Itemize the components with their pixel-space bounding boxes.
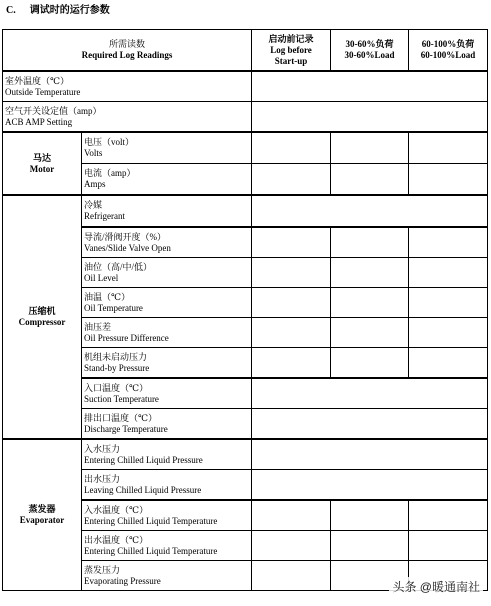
value-cell-before-startup[interactable] — [252, 561, 331, 591]
value-cell-merged[interactable] — [252, 378, 488, 409]
value-cell-60-100[interactable] — [409, 164, 488, 196]
value-cell-30-60[interactable] — [331, 132, 409, 164]
value-cell-before-startup[interactable] — [252, 348, 331, 379]
value-cell-30-60[interactable] — [331, 227, 409, 258]
row-label-entering-chilled-pressure: 入水压力 Entering Chilled Liquid Pressure — [82, 439, 252, 470]
table-row — [3, 71, 488, 102]
table-row — [3, 102, 488, 133]
value-cell-60-100[interactable] — [409, 258, 488, 288]
section-title — [6, 1, 110, 16]
row-label-acb-amp-setting: 空气开关设定值（amp） ACB AMP Setting — [3, 102, 252, 133]
value-cell-30-60[interactable] — [331, 258, 409, 288]
group-compressor: 压缩机 Compressor — [3, 195, 82, 439]
row-label-oil-pressure-difference: 油压差 Oil Pressure Difference — [82, 318, 252, 348]
header-log-before-startup: 启动前记录 Log before Start-up — [252, 30, 331, 72]
value-cell-before-startup[interactable] — [252, 531, 331, 561]
value-cell-before-startup[interactable] — [252, 318, 331, 348]
value-cell-60-100[interactable] — [409, 318, 488, 348]
header-30-60-load: 30-60%负荷 30-60%Load — [331, 30, 409, 72]
value-cell-60-100[interactable] — [409, 500, 488, 531]
value-cell-60-100[interactable] — [409, 531, 488, 561]
value-cell-30-60[interactable] — [331, 164, 409, 196]
section-title-text: 调试时的运行参数 — [29, 5, 110, 16]
table-row — [3, 132, 488, 164]
section-letter: C. — [6, 5, 16, 16]
row-label-leaving-chilled-pressure: 出水压力 Leaving Chilled Liquid Pressure — [82, 470, 252, 501]
row-label-leaving-chilled-temperature: 出水温度（℃） Entering Chilled Liquid Temperature — [82, 531, 252, 561]
value-cell-merged[interactable] — [252, 102, 488, 133]
value-cell-30-60[interactable] — [331, 531, 409, 561]
group-evaporator: 蒸发器 Evaporator — [3, 439, 82, 591]
row-label-oil-level: 油位（高/中/低） Oil Level — [82, 258, 252, 288]
value-cell-merged[interactable] — [252, 470, 488, 501]
row-label-suction-temperature: 入口温度（℃） Suction Temperature — [82, 378, 252, 409]
row-label-refrigerant: 冷媒 Refrigerant — [82, 195, 252, 227]
value-cell-merged[interactable] — [252, 195, 488, 227]
value-cell-before-startup[interactable] — [252, 227, 331, 258]
row-label-outside-temperature: 室外温度（℃） Outside Temperature — [3, 71, 252, 102]
header-required-readings: 所需读数 Required Log Readings — [3, 30, 252, 72]
value-cell-60-100[interactable] — [409, 348, 488, 379]
row-label-standby-pressure: 机组未启动压力 Stand-by Pressure — [82, 348, 252, 379]
value-cell-60-100[interactable] — [409, 227, 488, 258]
row-label-discharge-temperature: 排出口温度（℃） Discharge Temperature — [82, 409, 252, 440]
row-label-volts: 电压（volt） Volts — [82, 132, 252, 164]
row-label-oil-temperature: 油温（℃） Oil Temperature — [82, 288, 252, 318]
group-motor: 马达 Motor — [3, 132, 82, 195]
header-60-100-load: 60-100%负荷 60-100%Load — [409, 30, 488, 72]
table-header-row — [3, 30, 488, 72]
watermark: 头条 @暖通南社 — [389, 577, 483, 596]
value-cell-before-startup[interactable] — [252, 132, 331, 164]
value-cell-merged[interactable] — [252, 409, 488, 440]
row-label-amps: 电流（amp） Amps — [82, 164, 252, 196]
table-row — [3, 439, 488, 470]
row-label-vanes-slide-valve: 导流/滑阀开度（%） Vanes/Slide Valve Open — [82, 227, 252, 258]
table-row — [3, 195, 488, 227]
value-cell-60-100[interactable] — [409, 288, 488, 318]
value-cell-merged[interactable] — [252, 439, 488, 470]
value-cell-30-60[interactable] — [331, 348, 409, 379]
row-label-entering-chilled-temperature: 入水温度（℃） Entering Chilled Liquid Temperature — [82, 500, 252, 531]
log-readings-table — [2, 29, 488, 591]
value-cell-30-60[interactable] — [331, 318, 409, 348]
value-cell-30-60[interactable] — [331, 500, 409, 531]
value-cell-merged[interactable] — [252, 71, 488, 102]
value-cell-before-startup[interactable] — [252, 164, 331, 196]
value-cell-before-startup[interactable] — [252, 258, 331, 288]
value-cell-30-60[interactable] — [331, 288, 409, 318]
value-cell-before-startup[interactable] — [252, 288, 331, 318]
row-label-evaporating-pressure: 蒸发压力 Evaporating Pressure — [82, 561, 252, 591]
value-cell-60-100[interactable] — [409, 132, 488, 164]
value-cell-before-startup[interactable] — [252, 500, 331, 531]
